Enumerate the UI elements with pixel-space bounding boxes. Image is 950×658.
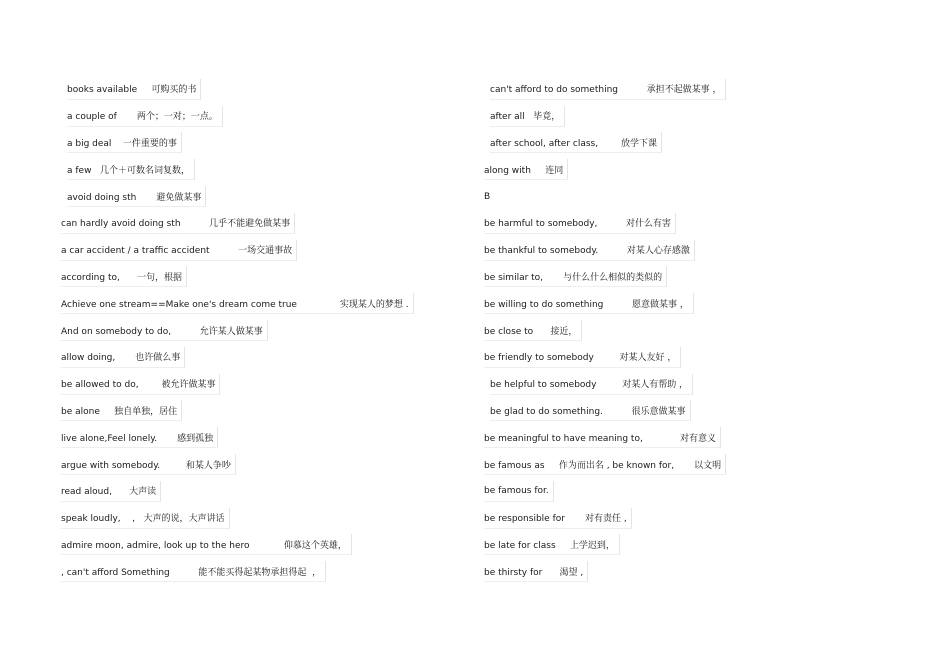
list-item xyxy=(484,398,864,425)
list-item xyxy=(61,264,441,291)
list-item xyxy=(61,371,441,398)
entry-text: be allowed to do, 被允许做某事 xyxy=(61,374,220,395)
list-item xyxy=(484,532,864,559)
entry-text: can hardly avoid doing sth 几乎不能避免做某事 xyxy=(61,213,295,234)
entry-text: a couple of 两个；一对；一点。 xyxy=(67,106,223,127)
list-item xyxy=(61,478,441,505)
list-item xyxy=(61,398,441,425)
entry-text: can't afford to do something 承担不起做某事 ， xyxy=(490,79,726,100)
entry-text: speak loudly, , 大声的说，大声讲话 xyxy=(61,508,230,529)
entry-text: argue with somebody. 和某人争吵 xyxy=(61,454,236,475)
list-item xyxy=(484,451,864,478)
entry-text: be famous as 作为而出名 , be known for, 以文明 xyxy=(484,454,726,475)
list-item xyxy=(484,558,864,585)
entry-text: be harmful to somebody, 对什么有害 xyxy=(484,213,676,234)
list-item xyxy=(484,130,864,157)
entry-text: Achieve one stream==Make one's dream come true 实现某人的梦想 . xyxy=(61,293,414,314)
entry-text: be glad to do something. 很乐意做某事 xyxy=(490,400,691,421)
left-column xyxy=(61,76,441,585)
entry-text: a car accident / a traffic accident 一场交通事故 xyxy=(61,240,297,261)
list-item xyxy=(61,237,441,264)
entry-text: according to, 一句，根据 xyxy=(61,266,187,287)
entry-text: be willing to do something 愿意做某事 ， xyxy=(484,293,694,314)
list-item xyxy=(61,344,441,371)
list-item xyxy=(484,478,864,505)
list-item xyxy=(61,183,441,210)
entry-text: admire moon, admire, look up to the hero 仰慕这个英雄， xyxy=(61,534,352,555)
list-item xyxy=(484,156,864,183)
list-item xyxy=(61,532,441,559)
list-item xyxy=(484,290,864,317)
entry-text: a big deal 一件重要的事 xyxy=(67,132,182,153)
entry-text: a few 几个＋可数名词复数， xyxy=(67,159,195,180)
list-item xyxy=(61,505,441,532)
entry-text: be helpful to somebody 对某人有帮助 ， xyxy=(490,374,693,395)
entry-text: avoid doing sth 避免做某事 xyxy=(67,186,206,207)
entry-text: be famous for. xyxy=(484,481,554,502)
list-item xyxy=(61,210,441,237)
list-item xyxy=(484,103,864,130)
entry-text: live alone,Feel lonely. 感到孤独 xyxy=(61,427,218,448)
entry-text: be close to 接近， xyxy=(484,320,582,341)
list-item xyxy=(61,76,441,103)
entry-text: be similar to, 与什么什么相似的类似的 xyxy=(484,266,667,287)
entry-text: be alone 独自单独，居住 xyxy=(61,400,182,421)
list-item xyxy=(484,264,864,291)
entry-text: along with 连同 xyxy=(484,159,568,180)
entry-text: after school, after class, 放学下课 xyxy=(490,132,662,153)
entry-text: be thankful to somebody. 对某人心存感激 xyxy=(484,240,695,261)
list-item xyxy=(484,505,864,532)
list-item xyxy=(484,424,864,451)
list-item xyxy=(484,210,864,237)
right-column xyxy=(484,76,864,585)
entry-text: be late for class 上学迟到， xyxy=(484,534,620,555)
entry-text: B xyxy=(484,191,491,202)
list-item xyxy=(484,344,864,371)
entry-text: be friendly to somebody 对某人友好 ， xyxy=(484,347,681,368)
entry-text: be responsible for 对有责任 , xyxy=(484,508,632,529)
list-item xyxy=(61,156,441,183)
entry-text: books available 可购买的书 xyxy=(67,79,201,100)
list-item xyxy=(61,103,441,130)
entry-text: after all 毕竟， xyxy=(490,106,565,127)
entry-text: be thirsty for 渴望 , xyxy=(484,561,588,582)
list-item xyxy=(61,558,441,585)
entry-text: read aloud, 大声读 xyxy=(61,481,161,502)
list-item xyxy=(61,451,441,478)
section-letter xyxy=(484,183,864,210)
entry-text: And on somebody to do, 允许某人做某事 xyxy=(61,320,268,341)
list-item xyxy=(61,317,441,344)
entry-text: allow doing, 也许做么事 xyxy=(61,347,185,368)
list-item xyxy=(484,371,864,398)
entry-text: be meaningful to have meaning to, 对有意义 xyxy=(484,427,721,448)
list-item xyxy=(484,76,864,103)
list-item xyxy=(484,317,864,344)
list-item xyxy=(61,424,441,451)
list-item xyxy=(61,130,441,157)
list-item xyxy=(61,290,441,317)
entry-text: , can't afford Something 能不能买得起某物承担得起 ， xyxy=(61,561,326,582)
list-item xyxy=(484,237,864,264)
